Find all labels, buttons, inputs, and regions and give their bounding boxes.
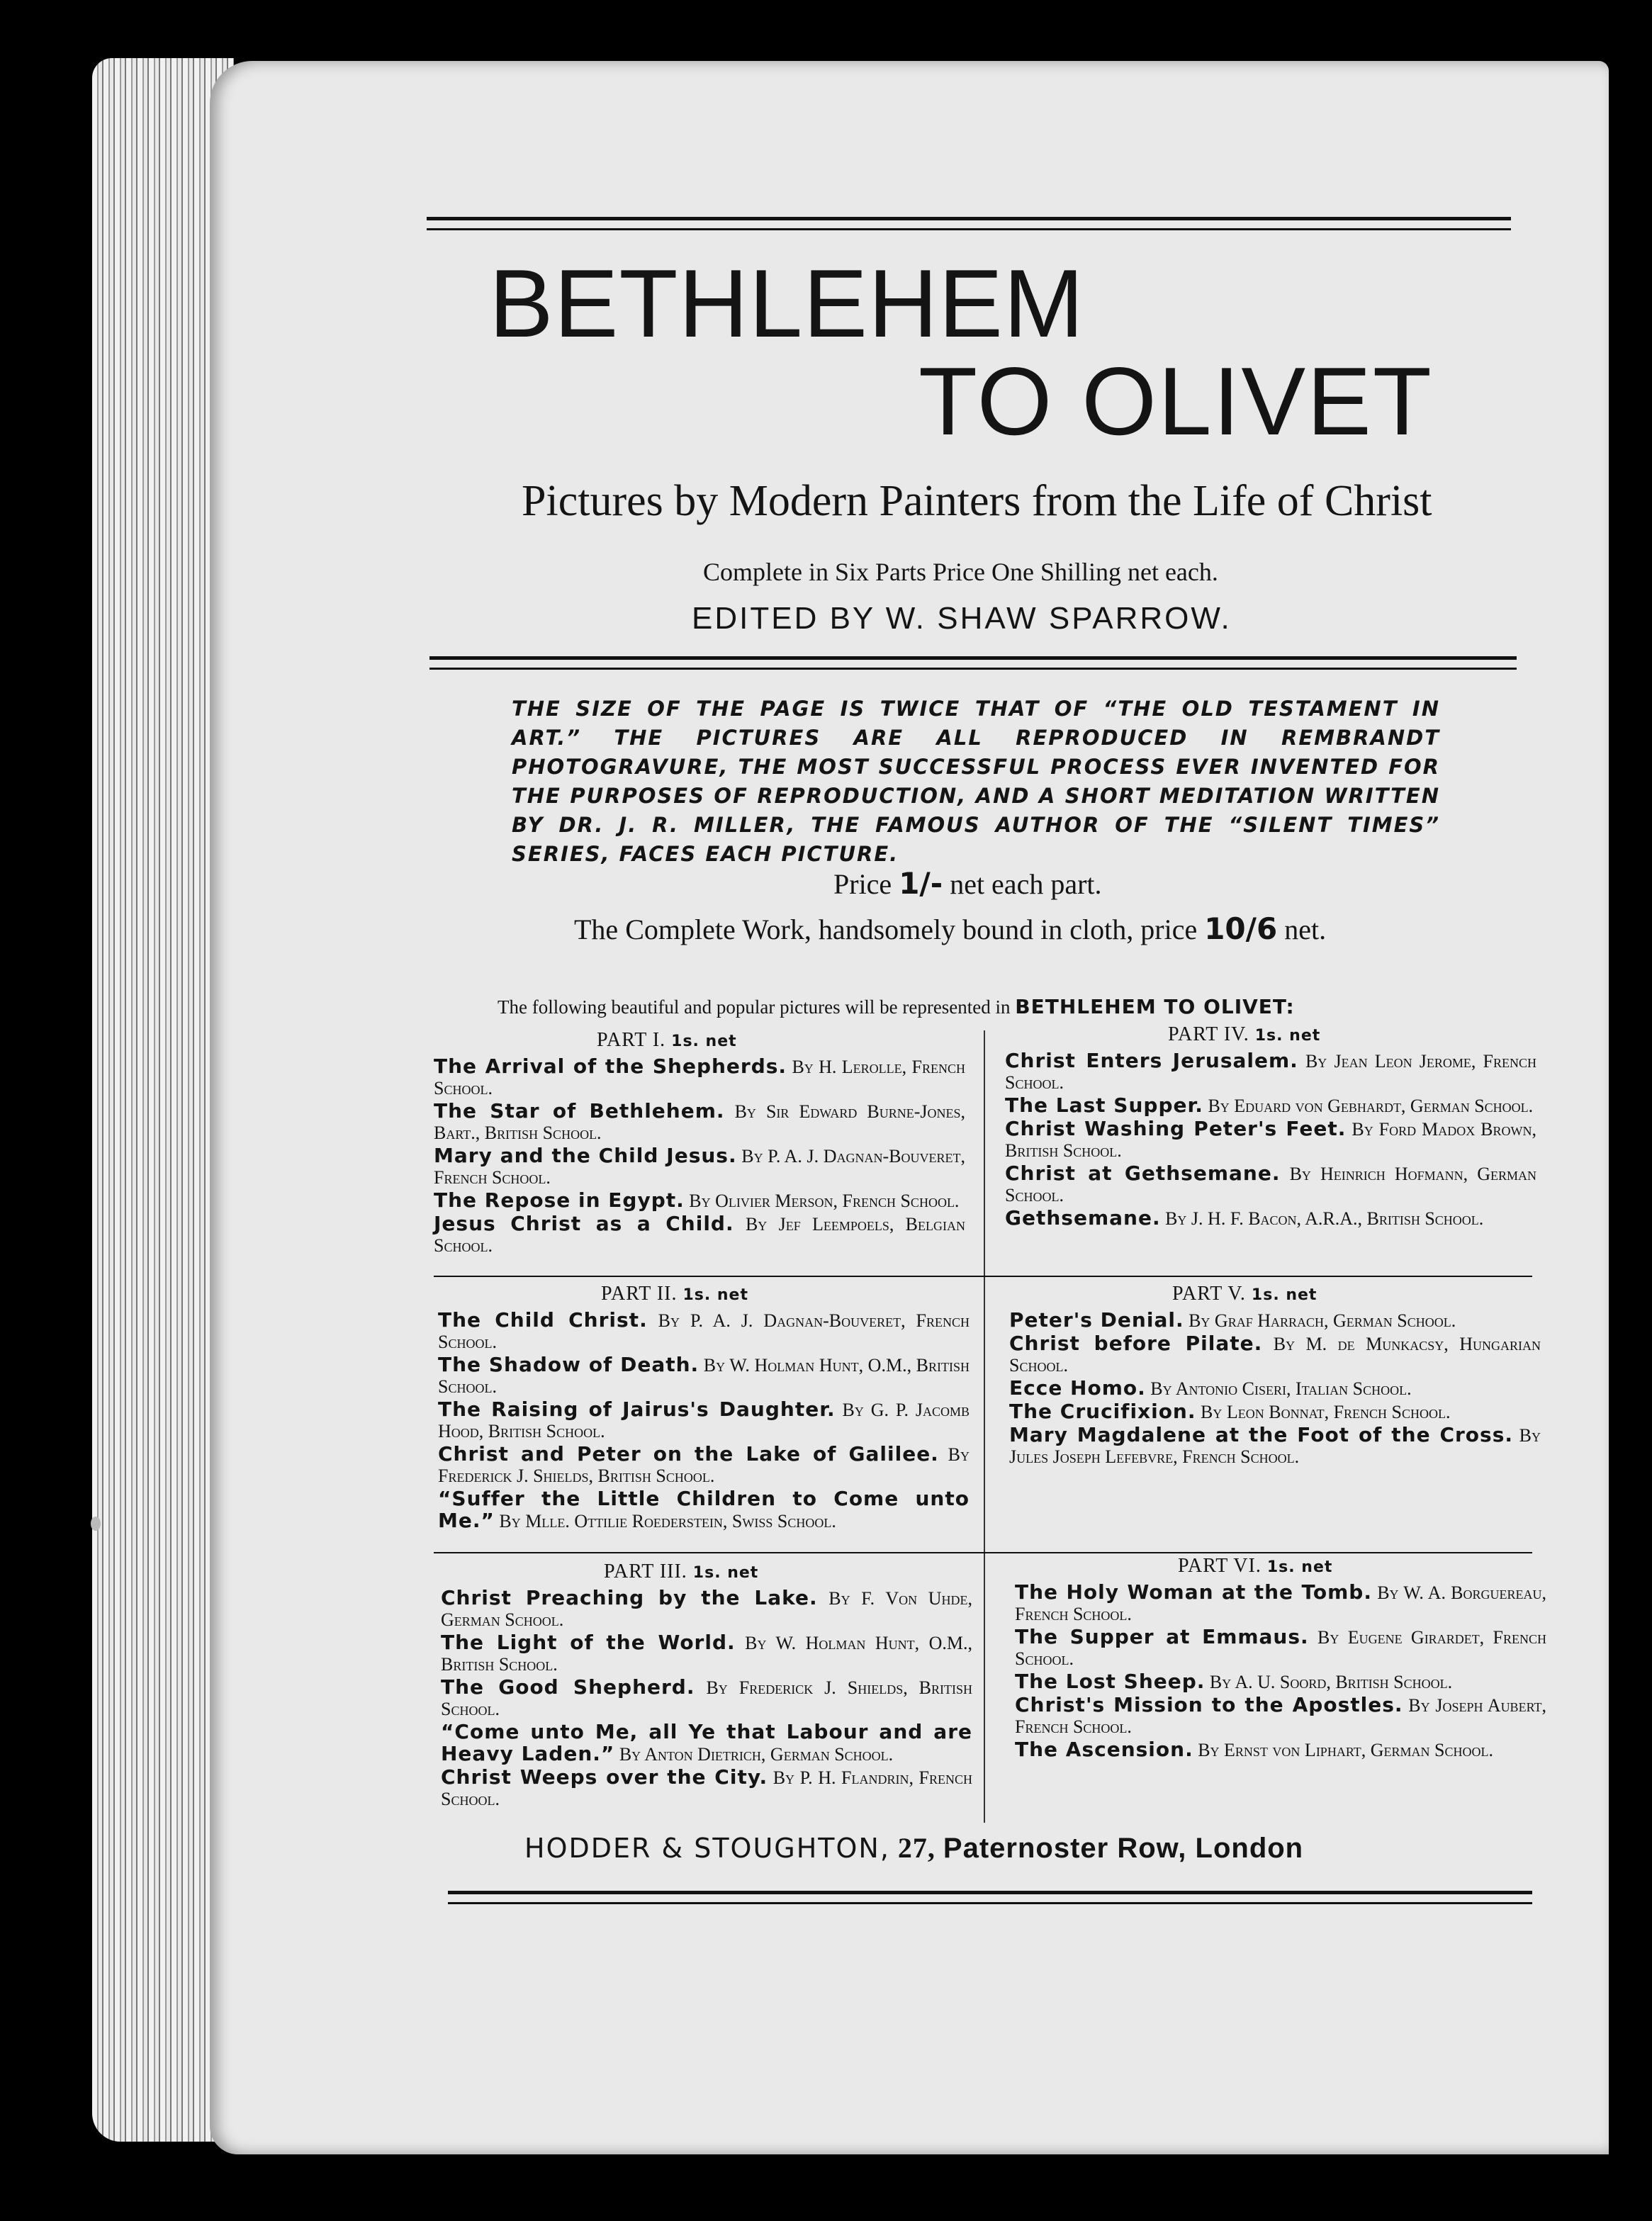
picture-credit: By Jean Leon Jerome, French School. [1005,1051,1536,1093]
picture-entry [1015,1582,1546,1625]
picture-entry [1005,1095,1536,1117]
picture-title: Peter's Denial. [1009,1308,1184,1332]
picture-credit: By Jef Leempoels, Belgian School. [434,1214,966,1256]
picture-title: Ecce Homo. [1009,1376,1146,1400]
picture-entry [1015,1626,1546,1670]
price-each-after: net each part. [950,868,1102,900]
picture-title: Christ before Pilate. [1009,1332,1263,1355]
part-block [1009,1283,1541,1469]
picture-credit: By Ernst von Liphart, German School. [1198,1740,1493,1760]
bottom-rule [448,1891,1532,1894]
price-complete-before: The Complete Work, handsomely bound in cloth, price [574,913,1198,945]
part-block [434,1029,965,1258]
picture-title: The Holy Woman at the Tomb. [1015,1580,1372,1604]
picture-credit: By Antonio Ciseri, Italian School. [1150,1378,1412,1399]
picture-entry [434,1101,965,1144]
picture-entry [438,1399,970,1442]
part-number: PART VI. [1178,1555,1262,1577]
part-price: 1s. net [682,1286,748,1304]
publisher-number: 27, [897,1832,935,1864]
picture-credit: By P. A. J. Dagnan-Bouveret, French School. [434,1146,966,1188]
part-heading [438,1283,970,1305]
picture-entry [1009,1310,1541,1332]
picture-title: Gethsemane. [1005,1206,1161,1230]
picture-title: Christ Weeps over the City. [441,1765,768,1789]
picture-entry [1009,1378,1541,1400]
notice-text: THE SIZE OF THE PAGE IS TWICE THAT OF “THE OLD TESTAMENT IN ART.” THE PICTURES ARE ALL REPRODUCED IN REMBRANDT PHOTOGRAVURE, THE MOST SUCCESSFUL PROCESS EVER INVENTED FOR THE PURPOSES OF REPRODUCTION, AND A SHORT MEDITATION WRITTEN BY DR. J. R. MILLER, THE FAMOUS AUTHOR OF THE “SILENT TIMES” SERIES, FACES EACH PICTURE. [512,697,1440,866]
top-rule [427,217,1511,220]
picture-title: The Supper at Emmaus. [1015,1625,1309,1648]
top-rule-inner [427,228,1511,230]
price-complete-amount: 10/6 [1204,911,1278,946]
part-block [441,1561,972,1811]
picture-title: The Raising of Jairus's Daughter. [438,1398,836,1421]
picture-entry [438,1444,970,1487]
price-complete-work [574,911,1326,946]
picture-credit: By W. Holman Hunt, O.M., British School. [438,1355,970,1397]
picture-credit: By M. de Munkacsy, Hungarian School. [1009,1334,1541,1376]
part-heading [1015,1555,1546,1578]
price-each-part [833,866,1102,901]
picture-credit: By Ford Madox Brown, British School. [1005,1119,1536,1161]
pictures-intro [498,995,1295,1018]
complete-note: Complete in Six Parts Price One Shilling net each. [703,558,1218,586]
picture-title: Mary Magdalene at the Foot of the Cross. [1009,1423,1514,1446]
picture-entry [441,1632,972,1675]
picture-credit: By P. A. J. Dagnan-Bouveret, French School. [438,1310,970,1352]
part-divider-1 [434,1276,1532,1277]
picture-credit: By P. H. Flandrin, French School. [441,1767,972,1809]
picture-title: The Ascension. [1015,1738,1193,1761]
binding-hole [91,1517,101,1531]
part-block [1005,1023,1536,1231]
picture-entry [434,1213,965,1256]
picture-title: The Repose in Egypt. [434,1188,685,1212]
picture-entry [441,1721,972,1765]
picture-entry [1005,1118,1536,1162]
picture-credit: By Eugene Girardet, French School. [1015,1627,1546,1669]
picture-credit: By Joseph Aubert, French School. [1015,1695,1546,1737]
picture-title: “Come unto Me, all Ye that Labour and are Heavy Laden.” [441,1720,972,1765]
picture-entry [434,1145,965,1188]
picture-entry [441,1677,972,1720]
picture-title: The Crucifixion. [1009,1400,1196,1423]
picture-credit: By Graf Harrach, German School. [1189,1310,1456,1331]
picture-entry [438,1488,970,1532]
mid-rule-inner [429,668,1517,670]
picture-entry [1015,1739,1546,1761]
picture-credit: By Frederick J. Shields, British School. [441,1677,973,1719]
price-each-amount: 1/- [899,866,943,901]
picture-title: Christ Enters Jerusalem. [1005,1049,1298,1072]
picture-credit: By J. H. F. Bacon, A.R.A., British School. [1165,1208,1484,1229]
part-number: PART V. [1172,1283,1246,1305]
picture-title: Jesus Christ as a Child. [434,1212,734,1235]
price-each-before: Price [833,868,892,900]
picture-entry [434,1190,965,1212]
publisher-address: Paternoster Row, London [943,1833,1304,1864]
picture-title: Christ Preaching by the Lake. [441,1586,818,1609]
picture-title: The Last Supper. [1005,1093,1203,1117]
picture-title: Christ Washing Peter's Feet. [1005,1117,1347,1140]
picture-title: The Child Christ. [438,1308,648,1332]
picture-entry [441,1767,972,1810]
picture-title: Christ at Gethsemane. [1005,1162,1281,1185]
part-heading [434,1029,965,1052]
mid-rule [429,656,1517,660]
picture-credit: By W. A. Borguereau, French School. [1015,1582,1546,1624]
picture-title: “Suffer the Little Children to Come unto Me.” [438,1487,970,1532]
part-number: PART III. [604,1561,687,1582]
picture-entry [1009,1401,1541,1423]
picture-entry [434,1056,965,1099]
part-price: 1s. net [671,1033,737,1050]
picture-entry [438,1310,970,1353]
part-heading [1009,1283,1541,1305]
picture-entry [1015,1694,1546,1738]
part-block [438,1283,970,1534]
picture-credit: By Jules Joseph Lefebvre, French School. [1009,1425,1541,1467]
picture-entry [1005,1163,1536,1206]
editor-line: EDITED BY W. SHAW SPARROW. [692,601,1232,636]
picture-title: Christ and Peter on the Lake of Galilee. [438,1442,939,1466]
picture-credit: By Leon Bonnat, French School. [1201,1402,1451,1422]
picture-credit: By W. Holman Hunt, O.M., British School. [441,1633,972,1675]
bottom-rule-inner [448,1902,1532,1904]
picture-entry [1009,1424,1541,1468]
picture-credit: By Mlle. Ottilie Roederstein, Swiss School. [499,1511,836,1531]
part-heading [1005,1023,1536,1046]
picture-title: The Star of Bethlehem. [434,1099,725,1123]
picture-title: Christ's Mission to the Apostles. [1015,1693,1403,1716]
picture-title: The Good Shepherd. [441,1675,695,1699]
column-divider [984,1030,985,1823]
part-heading [441,1561,972,1583]
part-block [1015,1555,1546,1762]
picture-credit: By Heinrich Hofmann, German School. [1005,1164,1536,1205]
title-line-2: TO OLIVET [918,347,1433,455]
picture-entry [1009,1333,1541,1376]
picture-credit: By Anton Dietrich, German School. [619,1744,894,1765]
picture-title: The Arrival of the Shepherds. [434,1055,787,1078]
picture-entry [1015,1671,1546,1693]
price-complete-after: net. [1284,913,1327,945]
part-number: PART IV. [1168,1023,1249,1045]
part-number: PART I. [597,1029,666,1051]
picture-title: The Shadow of Death. [438,1353,699,1376]
subtitle: Pictures by Modern Painters from the Life of Christ [522,477,1432,525]
part-price: 1s. net [692,1564,759,1582]
part-price: 1s. net [1254,1027,1321,1045]
part-price: 1s. net [1266,1558,1333,1576]
picture-title: Mary and the Child Jesus. [434,1144,737,1167]
picture-credit: By Frederick J. Shields, British School. [438,1444,970,1486]
picture-credit: By H. Lerolle, French School. [434,1057,965,1098]
picture-entry [441,1587,972,1631]
picture-credit: By Eduard von Gebhardt, German School. [1208,1096,1534,1116]
part-price: 1s. net [1251,1286,1317,1304]
title-line-1: BETHLEHEM [489,249,1085,357]
picture-credit: By A. U. Soord, British School. [1209,1672,1453,1692]
intro-bold: BETHLEHEM TO OLIVET: [1015,995,1295,1018]
part-number: PART II. [601,1283,678,1305]
picture-credit: By Sir Edward Burne-Jones, Bart., British School. [434,1101,965,1143]
part-divider-2 [434,1552,1532,1553]
picture-title: The Lost Sheep. [1015,1670,1206,1693]
publisher-name: HODDER & STOUGHTON, [524,1833,890,1864]
picture-entry [1005,1208,1536,1230]
publisher-line [524,1831,1303,1865]
picture-entry [438,1354,970,1398]
picture-title: The Light of the World. [441,1631,736,1654]
picture-credit: By Olivier Merson, French School. [689,1191,960,1211]
picture-credit: By F. Von Uhde, German School. [441,1588,973,1630]
intro-text: The following beautiful and popular pictures will be represented in [498,996,1011,1018]
picture-credit: By G. P. Jacomb Hood, British School. [438,1400,970,1441]
picture-entry [1005,1050,1536,1093]
